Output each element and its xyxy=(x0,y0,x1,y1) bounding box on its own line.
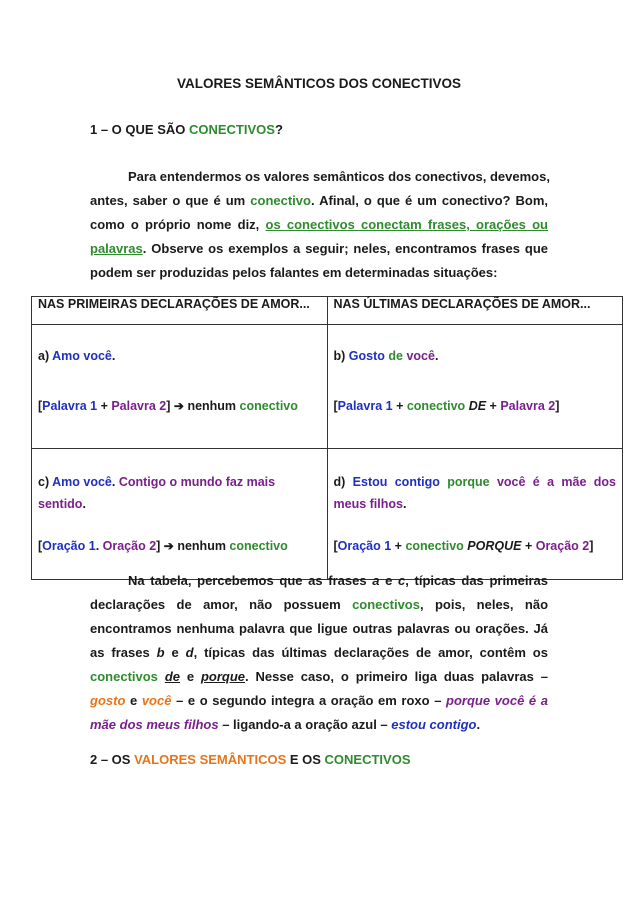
section-heading-2: 2 – OS VALORES SEMÂNTICOS E OS CONECTIVOS xyxy=(90,752,411,767)
arrow-right-icon: ➔ xyxy=(163,539,174,553)
table-cell-b: b) Gosto de você. [Palavra 1 + conectivo DE + Palavra 2] xyxy=(327,325,623,449)
section-heading-1: 1 – O QUE SÃO CONECTIVOS? xyxy=(90,122,283,137)
intro-paragraph: Para entendermos os valores semânticos dos conectivos, devemos, antes, saber o que é um conectivo. Afinal, o que é um conectivo? Bom, como o próprio nome diz, os conectivos conectam frases, orações ou palavras. Observe os exemplos a seguir; neles, encontramos frases que podem ser produzidas pelos falantes em determinadas situações: xyxy=(90,169,550,280)
table-header-left: NAS PRIMEIRAS DECLARAÇÕES DE AMOR... xyxy=(32,297,328,325)
examples-table xyxy=(31,296,623,580)
table-cell-a: a) Amo você. [Palavra 1 + Palavra 2] ➔ nenhum conectivo xyxy=(32,325,328,449)
arrow-right-icon: ➔ xyxy=(173,399,184,413)
explanation-paragraph: Na tabela, percebemos que as frases a e c, típicas das primeiras declarações de amor, não possuem conectivos, pois, neles, não encontramos nenhuma palavra que ligue outras palavras ou orações. Já as frases b e d, típicas das últimas declarações de amor, contêm os conectivos de e porque. Nesse caso, o primeiro liga duas palavras – gosto e você – e o segundo integra a oração em roxo – porque você é a mãe dos meus filhos – ligando-a a oração azul – estou contigo. xyxy=(90,573,549,732)
table-cell-d: d) Estou contigo porque você é a mãe dos meus filhos. [Oração 1 + conectivo PORQUE + Oração 2] xyxy=(327,449,623,580)
table-cell-c: c) Amo você. Contigo o mundo faz mais sentido. [Oração 1. Oração 2] ➔ nenhum conectivo xyxy=(32,449,328,580)
page-title: VALORES SEMÂNTICOS DOS CONECTIVOS xyxy=(176,76,462,91)
table-header-right: NAS ÚLTIMAS DECLARAÇÕES DE AMOR... xyxy=(327,297,623,325)
